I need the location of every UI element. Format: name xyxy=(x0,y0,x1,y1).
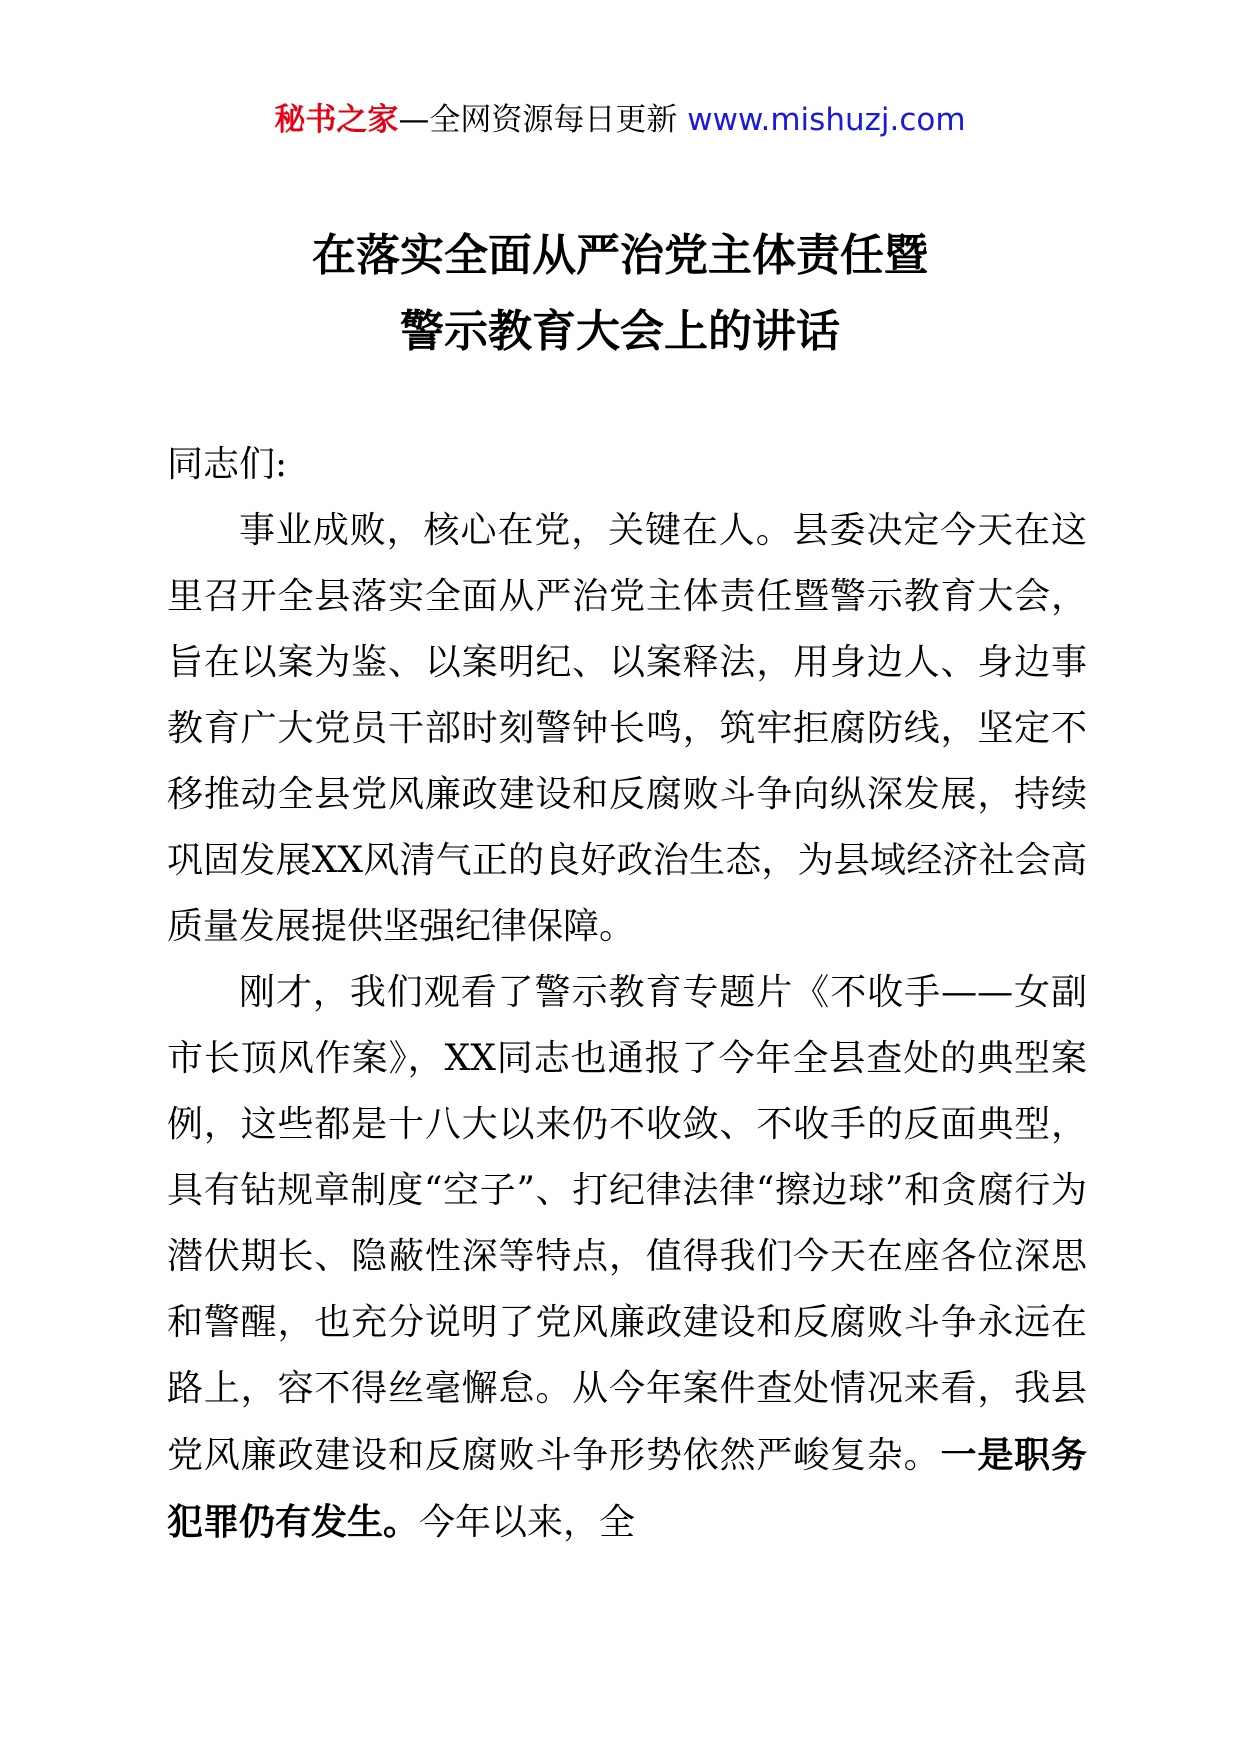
paragraph-text-tail: 今年以来，全 xyxy=(419,1502,636,1543)
site-slogan: —全网资源每日更新 xyxy=(398,102,688,138)
salutation: 同志们: xyxy=(167,444,288,485)
paragraph xyxy=(167,960,1087,1556)
paragraph-bold-heading: 一是职务犯罪仍有发生。 xyxy=(167,1434,1087,1543)
site-url-link[interactable]: www.mishuzj.com xyxy=(687,102,966,138)
document-body xyxy=(167,432,1087,1556)
paragraph: 事业成败，核心在党，关键在人。县委决定今天在这里召开全县落实全面从严治党主体责任暨警示教育大会，旨在以案为鉴、以案明纪、以案释法，用身边人、身边事教育广大党员干部时刻警钟长鸣，筑牢拒腐防线，坚定不移推动全县党风廉政建设和反腐败斗争向纵深发展，持续巩固发展XX风清气正的良好政治生态，为县域经济社会高质量发展提供坚强纪律保障。 xyxy=(167,510,1087,947)
document-title xyxy=(0,218,1240,370)
site-brand: 秘书之家 xyxy=(274,102,399,138)
document-title-line-1: 在落实全面从严治党主体责任暨 xyxy=(312,230,928,281)
paragraph-text: 刚才，我们观看了警示教育专题片《不收手——女副市长顶风作案》，XX同志也通报了今年全县查处的典型案例，这些都是十八大以来仍不收敛、不收手的反面典型，具有钻规章制度“空子”、打纪律法律“擦边球”和贪腐行为潜伏期长、隐蔽性深等特点，值得我们今天在座各位深思和警醒，也充分说明了党风廉政建设和反腐败斗争永远在路上，容不得丝毫懈怠。从今年案件查处情况来看，我县党风廉政建设和反腐败斗争形势依然严峻复杂。 xyxy=(167,972,1087,1476)
site-header xyxy=(0,98,1240,142)
document-title-line-2: 警示教育大会上的讲话 xyxy=(400,306,840,357)
